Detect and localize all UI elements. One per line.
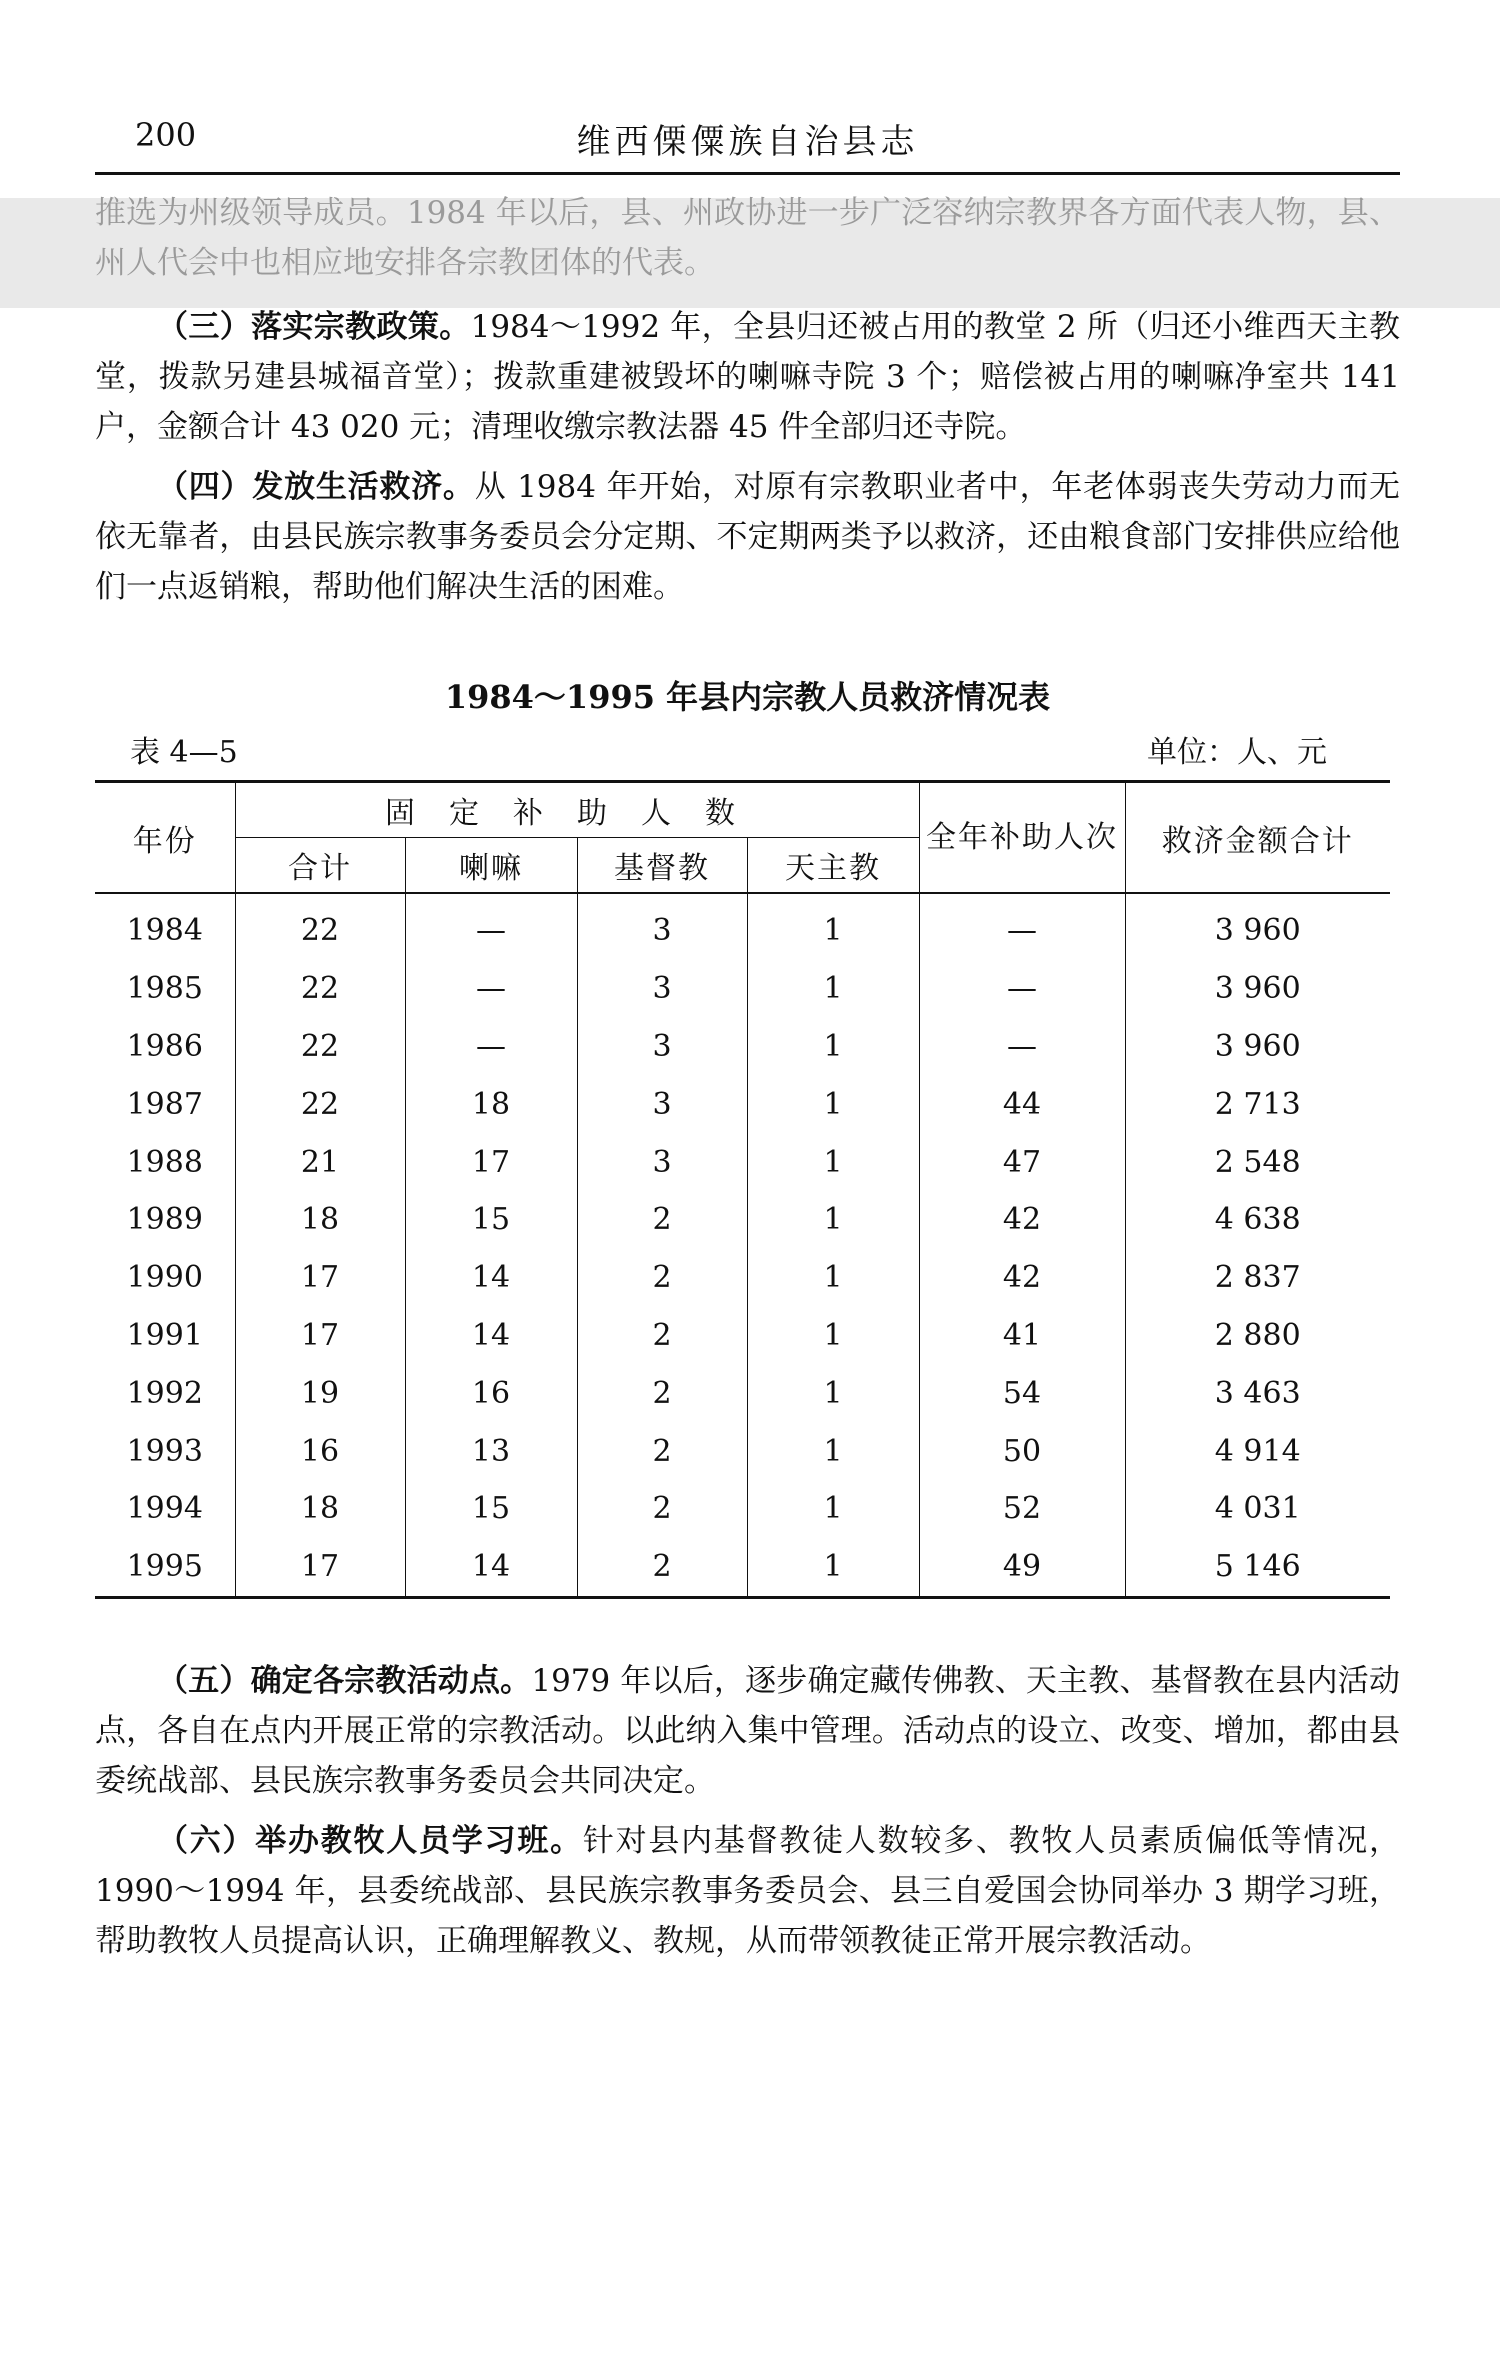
cell-catholic: 1	[747, 1191, 919, 1249]
paragraph-continued: 推选为州级领导成员。1984 年以后，县、州政协进一步广泛容纳宗教界各方面代表人物，县、州人代会中也相应地安排各宗教团体的代表。	[95, 195, 1400, 281]
cell-total: 17	[235, 1249, 405, 1307]
cell-annual: 47	[919, 1133, 1125, 1191]
table-row	[95, 1018, 1390, 1076]
header-lama: 喇嘛	[405, 838, 577, 894]
cell-annual: 50	[919, 1422, 1125, 1480]
cell-amount: 3 960	[1125, 1018, 1390, 1076]
cell-lama: —	[405, 893, 577, 960]
cell-christian: 3	[577, 1133, 747, 1191]
cell-total: 22	[235, 1018, 405, 1076]
cell-amount: 5 146	[1125, 1538, 1390, 1597]
cell-total: 18	[235, 1191, 405, 1249]
cell-annual: —	[919, 1018, 1125, 1076]
cell-year: 1984	[126, 913, 203, 949]
header-fixed-group: 固定补助人数	[235, 782, 919, 838]
cell-amount: 2 548	[1125, 1133, 1390, 1191]
cell-lama: 15	[405, 1480, 577, 1538]
paragraph-body: 针对县内基督教徒人数较多、教牧人员素质偏低等情况，1990～1994 年，县委统战部、县民族宗教事务委员会、县三自爱国会协同举办 3 期学习班，帮助教牧人员提高认识，正确理解教义、教规，从而带领教徒正常开展宗教活动。	[95, 1823, 1401, 1959]
cell-catholic: 1	[747, 1364, 919, 1422]
section-heading: （五）确定各宗教活动点。	[157, 1663, 532, 1699]
cell-total: 19	[235, 1364, 405, 1422]
cell-catholic: 1	[747, 1133, 919, 1191]
header-amount: 救济金额合计	[1125, 782, 1390, 894]
cell-catholic: 1	[747, 1422, 919, 1480]
relief-table	[95, 780, 1390, 1599]
cell-christian: 2	[577, 1191, 747, 1249]
cell-amount: 3 960	[1125, 893, 1390, 960]
cell-year: 1992	[126, 1375, 203, 1411]
cell-year: 1987	[126, 1086, 203, 1122]
table-title: 1984～1995 年县内宗教人员救济情况表	[444, 678, 1051, 716]
paragraph-body: 1979 年以后，逐步确定藏传佛教、天主教、基督教在县内活动点，各自在点内开展正常的宗教活动。以此纳入集中管理。活动点的设立、改变、增加，都由县委统战部、县民族宗教事务委员会共同决定。	[95, 1663, 1401, 1799]
paragraph-activity-sites	[95, 1656, 1400, 1806]
cell-amount: 4 031	[1125, 1480, 1390, 1538]
table-row	[95, 1075, 1390, 1133]
header-year: 年份	[95, 782, 235, 894]
page-number: 200	[135, 116, 197, 154]
header-annual: 全年补助人次	[919, 782, 1125, 894]
cell-lama: 13	[405, 1422, 577, 1480]
cell-annual: —	[919, 893, 1125, 960]
paragraph-religious-policy	[95, 302, 1400, 452]
cell-annual: 54	[919, 1364, 1125, 1422]
cell-catholic: 1	[747, 1018, 919, 1076]
cell-lama: 15	[405, 1191, 577, 1249]
cell-lama: —	[405, 1018, 577, 1076]
section-heading: （四）发放生活救济。	[157, 469, 475, 505]
cell-year: 1989	[126, 1202, 203, 1238]
table-body	[95, 893, 1390, 1597]
table-row	[95, 1480, 1390, 1538]
page-header	[95, 112, 1400, 175]
cell-lama: 14	[405, 1307, 577, 1365]
cell-christian: 2	[577, 1307, 747, 1365]
paragraph-training	[95, 1816, 1400, 1966]
paragraph-relief	[95, 462, 1400, 612]
cell-annual: 42	[919, 1191, 1125, 1249]
running-title: 维西傈僳族自治县志	[576, 122, 919, 162]
cell-lama: —	[405, 960, 577, 1018]
cell-lama: 14	[405, 1249, 577, 1307]
cell-christian: 3	[577, 1075, 747, 1133]
cell-amount: 2 713	[1125, 1075, 1390, 1133]
cell-total: 21	[235, 1133, 405, 1191]
table-row	[95, 1422, 1390, 1480]
table-unit: 单位：人、元	[1147, 735, 1327, 770]
cell-year: 1991	[126, 1317, 203, 1353]
cell-amount: 3 463	[1125, 1364, 1390, 1422]
cell-christian: 2	[577, 1538, 747, 1597]
cell-year: 1986	[126, 1028, 203, 1064]
cell-lama: 17	[405, 1133, 577, 1191]
cell-amount: 2 837	[1125, 1249, 1390, 1307]
cell-catholic: 1	[747, 1307, 919, 1365]
cell-total: 18	[235, 1480, 405, 1538]
section-heading: （三）落实宗教政策。	[157, 309, 471, 345]
cell-lama: 18	[405, 1075, 577, 1133]
cell-christian: 3	[577, 960, 747, 1018]
cell-year: 1993	[126, 1433, 203, 1469]
cell-annual: 42	[919, 1249, 1125, 1307]
cell-christian: 3	[577, 1018, 747, 1076]
table-row	[95, 1538, 1390, 1597]
cell-catholic: 1	[747, 1249, 919, 1307]
cell-christian: 2	[577, 1249, 747, 1307]
cell-christian: 2	[577, 1364, 747, 1422]
cell-lama: 14	[405, 1538, 577, 1597]
table-number: 表 4—5	[130, 735, 238, 770]
table-row	[95, 1133, 1390, 1191]
paragraph-body: 1984～1992 年，全县归还被占用的教堂 2 所（归还小维西天主教堂，拨款另建县城福音堂）；拨款重建被毁坏的喇嘛寺院 3 个；赔偿被占用的喇嘛净室共 141 户，金额合计 43 020 元；清理收缴宗教法器 45 件全部归还寺院。	[95, 309, 1400, 445]
cell-year: 1985	[126, 971, 203, 1007]
cell-annual: 44	[919, 1075, 1125, 1133]
cell-annual: —	[919, 960, 1125, 1018]
cell-catholic: 1	[747, 1480, 919, 1538]
cell-annual: 41	[919, 1307, 1125, 1365]
cell-total: 16	[235, 1422, 405, 1480]
cell-amount: 3 960	[1125, 960, 1390, 1018]
cell-amount: 4 638	[1125, 1191, 1390, 1249]
table-row	[95, 960, 1390, 1018]
cell-annual: 49	[919, 1538, 1125, 1597]
cell-amount: 4 914	[1125, 1422, 1390, 1480]
cell-year: 1990	[126, 1260, 203, 1296]
cell-catholic: 1	[747, 960, 919, 1018]
table-row	[95, 1364, 1390, 1422]
cell-year: 1994	[126, 1491, 203, 1527]
cell-annual: 52	[919, 1480, 1125, 1538]
section-heading: （六）举办教牧人员学习班。	[157, 1823, 583, 1859]
cell-year: 1995	[126, 1549, 203, 1585]
cell-catholic: 1	[747, 1075, 919, 1133]
header-catholic: 天主教	[747, 838, 919, 894]
table-row	[95, 1249, 1390, 1307]
cell-total: 17	[235, 1538, 405, 1597]
cell-christian: 2	[577, 1422, 747, 1480]
table-row	[95, 1191, 1390, 1249]
cell-lama: 16	[405, 1364, 577, 1422]
paragraph-body: 从 1984 年开始，对原有宗教职业者中，年老体弱丧失劳动力而无依无靠者，由县民族宗教事务委员会分定期、不定期两类予以救济，还由粮食部门安排供应给他们一点返销粮，帮助他们解决生活的困难。	[95, 469, 1401, 605]
cell-total: 22	[235, 893, 405, 960]
cell-catholic: 1	[747, 1538, 919, 1597]
table-row	[95, 1307, 1390, 1365]
cell-christian: 3	[577, 893, 747, 960]
cell-total: 22	[235, 1075, 405, 1133]
cell-total: 22	[235, 960, 405, 1018]
cell-catholic: 1	[747, 893, 919, 960]
cell-christian: 2	[577, 1480, 747, 1538]
cell-amount: 2 880	[1125, 1307, 1390, 1365]
cell-year: 1988	[126, 1144, 203, 1180]
cell-total: 17	[235, 1307, 405, 1365]
header-christian: 基督教	[577, 838, 747, 894]
header-total: 合计	[235, 838, 405, 894]
table-row	[95, 893, 1390, 960]
